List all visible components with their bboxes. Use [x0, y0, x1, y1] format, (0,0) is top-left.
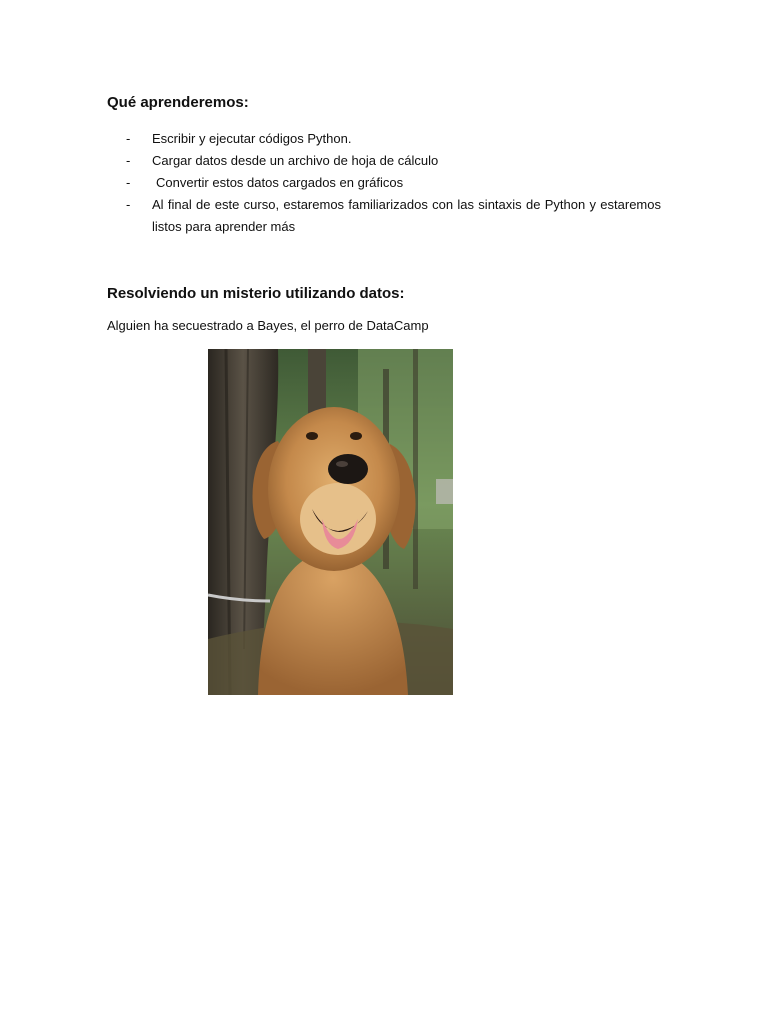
list-item-text: Escribir y ejecutar códigos Python. — [152, 131, 352, 146]
list-item-text: Al final de este curso, estaremos familiarizados con las sintaxis de Python y estaremos listos para aprender más — [152, 197, 661, 234]
dog-photo — [208, 349, 453, 695]
learning-list — [126, 128, 661, 238]
intro-paragraph: Alguien ha secuestrado a Bayes, el perro de DataCamp — [107, 318, 429, 333]
list-item — [126, 128, 661, 150]
list-item-text: Convertir estos datos cargados en gráficos — [156, 175, 404, 190]
bullet-dash: - — [126, 153, 131, 168]
list-item-text: Cargar datos desde un archivo de hoja de cálculo — [152, 153, 439, 168]
bullet-dash: - — [126, 175, 131, 190]
list-item — [126, 194, 661, 238]
section-heading-mystery: Resolviendo un misterio utilizando datos: — [107, 285, 405, 302]
list-item — [126, 150, 661, 172]
list-item — [126, 172, 661, 194]
bullet-dash: - — [126, 131, 131, 146]
bullet-dash: - — [126, 197, 131, 212]
section-heading-learn: Qué aprenderemos: — [107, 94, 249, 111]
